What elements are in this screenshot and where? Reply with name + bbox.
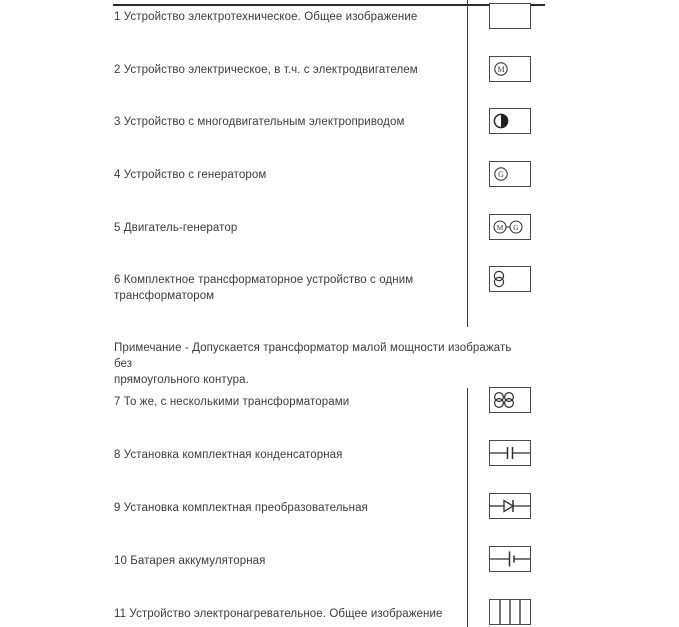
table-row-label-3: 3 Устройство с многодвигательным электроприводом: [114, 116, 405, 128]
column-divider-lower: [467, 388, 468, 627]
svg-text:M: M: [497, 65, 505, 75]
table-note: [114, 340, 514, 388]
table-note-line1: Примечание - Допускается трансформатор малой мощности изображать без: [114, 342, 512, 370]
table-row-label-8: 8 Установка комплектная конденсаторная: [114, 449, 343, 461]
symbol-motor-generator-in-rectangle: [489, 214, 531, 240]
symbol-generator-in-rectangle: [489, 161, 531, 187]
symbol-battery-in-rectangle: [489, 546, 531, 572]
table-row-label-1: 1 Устройство электротехническое. Общее изображение: [114, 11, 418, 23]
table-row-label-4: 4 Устройство с генератором: [114, 169, 267, 181]
symbol-diode-in-rectangle: [489, 493, 531, 519]
symbol-multiple-transformers-in-rectangle: [489, 387, 531, 413]
symbol-motor-in-rectangle: [489, 56, 531, 82]
table-row-label-7: 7 То же, с несколькими трансформаторами: [114, 396, 350, 408]
symbol-half-filled-circle-in-rectangle: [489, 108, 531, 134]
symbol-empty-rectangle: [489, 3, 531, 29]
table-row-label-11: 11 Устройство электронагревательное. Общее изображение: [114, 608, 443, 620]
symbol-capacitor-in-rectangle: [489, 440, 531, 466]
table-row-label-6-line2: трансформатором: [114, 290, 215, 302]
table-top-rule: [113, 4, 545, 6]
symbol-single-transformer-in-rectangle: [489, 266, 531, 292]
table-row-label-2: 2 Устройство электрическое, в т.ч. с электродвигателем: [114, 64, 418, 76]
table-row-label-6-line1: 6 Комплектное трансформаторное устройство с одним: [114, 274, 414, 286]
svg-text:G: G: [513, 223, 519, 232]
table-row-label-9: 9 Установка комплектная преобразовательная: [114, 502, 368, 514]
table-row-label-10: 10 Батарея аккумуляторная: [114, 555, 266, 567]
table-row-label-6: [114, 272, 459, 304]
symbol-heating-element-in-rectangle: [489, 599, 531, 625]
svg-text:M: M: [496, 223, 504, 232]
column-divider-upper: [467, 0, 468, 327]
table-row-label-5: 5 Двигатель-генератор: [114, 222, 238, 234]
svg-text:G: G: [498, 170, 504, 180]
table-note-line2: прямоугольного контура.: [114, 374, 249, 386]
